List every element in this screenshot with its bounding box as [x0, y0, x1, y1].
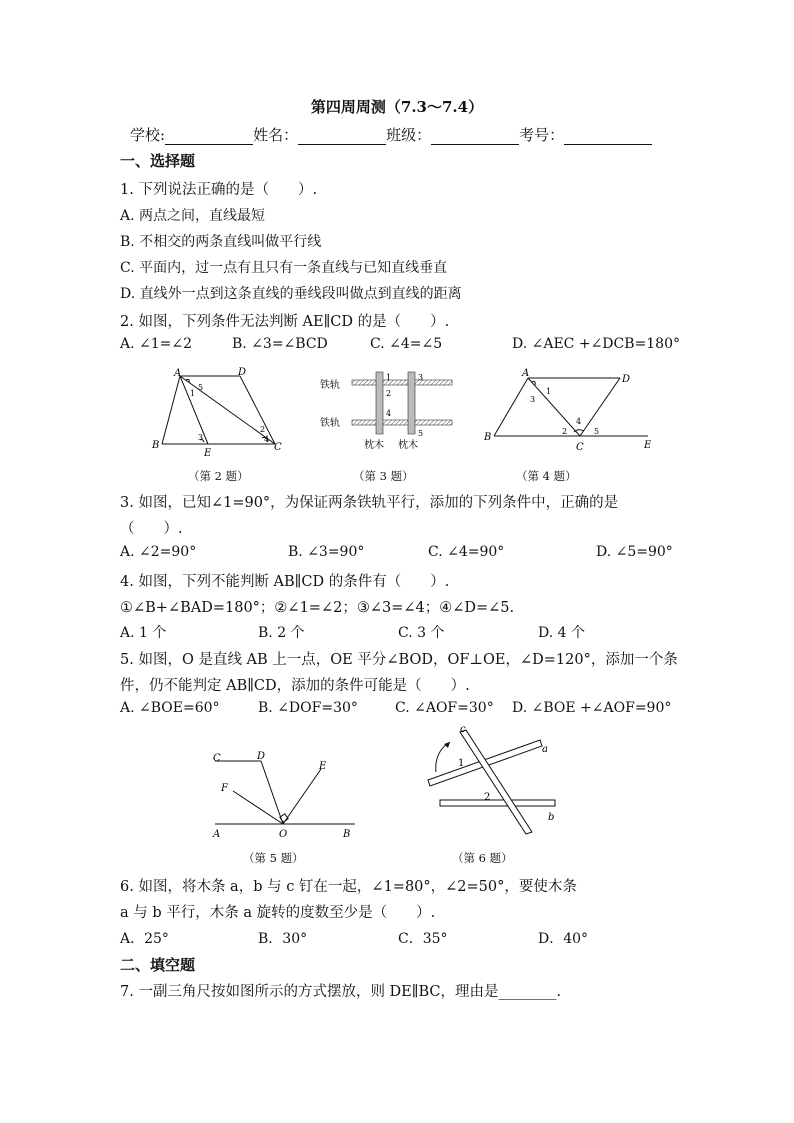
q5-option-a[interactable]: A. ∠BOE=60°	[120, 700, 220, 716]
class-blank[interactable]	[431, 128, 519, 145]
fig2-caption: （第 2 题）	[188, 469, 249, 483]
fig4-label-a: A	[522, 368, 530, 379]
q1-stem: 1. 下列说法正确的是（ ）.	[120, 182, 318, 198]
q2-option-d[interactable]: D. ∠AEC +∠DCB=180°	[512, 336, 680, 352]
q3-option-a[interactable]: A. ∠2=90°	[120, 544, 197, 560]
exam-no-label: 考号：	[519, 126, 565, 144]
q5-option-c[interactable]: C. ∠AOF=30°	[395, 700, 494, 716]
fig3-angle-1: 1	[386, 373, 392, 382]
q2-option-c[interactable]: C. ∠4=∠5	[370, 336, 443, 352]
q4-conditions: ①∠B+∠BAD=180°；②∠1=∠2；③∠3=∠4；④∠D=∠5.	[120, 600, 515, 616]
fig6-angle-2: 2	[484, 792, 491, 803]
q4-stem: 4. 如图，下列不能判断 AB∥CD 的条件有（ ）.	[120, 574, 450, 590]
fig4-angle-5: 5	[594, 427, 600, 436]
fig3-rail-top: 铁轨	[320, 380, 340, 391]
fig2-label-c: C	[274, 442, 282, 453]
fig6-label-b: b	[548, 812, 555, 823]
q5-stem-line1: 5. 如图，O 是直线 AB 上一点，OE 平分∠BOD，OF⊥OE，∠D=120°，添加一个条	[120, 652, 678, 668]
q6-option-d[interactable]: D．40°	[538, 931, 589, 947]
fig4-angle-1: 1	[546, 387, 552, 396]
fig3-caption: （第 3 题）	[353, 469, 414, 483]
fig4-label-b: B	[484, 432, 492, 443]
fig2-label-d: D	[238, 367, 247, 378]
fig4-label-c: C	[576, 442, 584, 453]
q1-option-d[interactable]: D. 直线外一点到这条直线的垂线段叫做点到直线的距离	[120, 286, 462, 302]
name-label: 姓名：	[253, 126, 299, 144]
fig3-angle-2: 2	[386, 389, 392, 398]
fig5-label-a: A	[213, 829, 221, 840]
q2-option-b[interactable]: B. ∠3=∠BCD	[232, 336, 328, 352]
fig2-angle-3: 3	[198, 433, 204, 442]
name-blank[interactable]	[298, 128, 386, 145]
fig2-angle-4: 4	[264, 435, 270, 444]
fig4-caption: （第 4 题）	[516, 469, 577, 483]
q2-option-a[interactable]: A. ∠1=∠2	[120, 336, 193, 352]
fig5-caption: （第 5 题）	[243, 851, 304, 865]
q1-option-a[interactable]: A. 两点之间，直线最短	[120, 208, 266, 224]
q3-option-b[interactable]: B. ∠3=90°	[288, 544, 365, 560]
q1-option-c[interactable]: C. 平面内，过一点有且只有一条直线与已知直线垂直	[120, 260, 448, 276]
fig5-label-d: D	[257, 751, 266, 762]
q2-stem: 2. 如图，下列条件无法判断 AE∥CD 的是（ ）.	[120, 314, 450, 330]
page-title: 第四周周测（7.3～7.4）	[310, 98, 484, 116]
fig2-label-e: E	[204, 448, 212, 459]
school-label: 学校:	[130, 126, 166, 144]
student-info-line	[130, 124, 652, 145]
q3-option-d[interactable]: D. ∠5=90°	[596, 544, 673, 560]
q6-option-a[interactable]: A．25°	[120, 931, 169, 947]
q4-option-d[interactable]: D. 4 个	[538, 625, 585, 641]
fig6-caption: （第 6 题）	[452, 851, 513, 865]
class-label: 班级：	[386, 126, 432, 144]
figure-4	[480, 366, 660, 460]
fig5-label-c: C	[213, 753, 221, 764]
fig3-sleeper-right: 枕木	[398, 440, 418, 451]
q6-stem-line1: 6. 如图，将木条 a，b 与 c 钉在一起，∠1=80°，∠2=50°，要使木条	[120, 879, 577, 895]
q1-option-b[interactable]: B. 不相交的两条直线叫做平行线	[120, 234, 322, 250]
exam-no-blank[interactable]	[564, 128, 652, 145]
fig2-angle-2: 2	[260, 425, 266, 434]
figure-2	[140, 366, 290, 460]
fig4-label-d: D	[622, 374, 631, 385]
q5-option-b[interactable]: B. ∠DOF=30°	[258, 700, 358, 716]
fig2-label-b: B	[152, 440, 160, 451]
fig3-angle-5: 5	[418, 429, 424, 438]
q4-option-a[interactable]: A. 1 个	[120, 625, 167, 641]
q5-stem-line2: 件，仍不能判定 AB∥CD，添加的条件可能是（ ）.	[120, 678, 470, 694]
q3-stem-line2: （ ）.	[120, 521, 183, 537]
fig5-label-e: E	[319, 761, 327, 772]
fig3-angle-4: 4	[386, 409, 392, 418]
section-choice-heading: 一、选择题	[120, 152, 196, 170]
q4-option-c[interactable]: C. 3 个	[398, 625, 445, 641]
fig5-label-f: F	[221, 783, 228, 794]
figure-6	[420, 722, 570, 840]
fig3-angle-3: 3	[418, 373, 424, 382]
fig4-angle-4: 4	[576, 417, 582, 426]
fig3-sleeper-left: 枕木	[364, 440, 384, 451]
fig4-label-e: E	[644, 440, 652, 451]
fig5-label-b: B	[343, 829, 351, 840]
q5-option-d[interactable]: D. ∠BOE +∠AOF=90°	[512, 700, 672, 716]
fig2-angle-5: 5	[198, 383, 204, 392]
fig4-angle-2: 2	[562, 427, 568, 436]
q6-stem-line2: a 与 b 平行，木条 a 旋转的度数至少是（ ）.	[120, 905, 436, 921]
fig6-label-c: c	[460, 724, 466, 735]
q3-option-c[interactable]: C. ∠4=90°	[428, 544, 505, 560]
school-blank[interactable]	[165, 128, 253, 145]
q6-option-c[interactable]: C．35°	[398, 931, 448, 947]
q6-option-b[interactable]: B．30°	[258, 931, 308, 947]
fig5-label-o: O	[279, 829, 288, 840]
fig6-label-a: a	[542, 744, 548, 755]
figure-3	[318, 366, 468, 460]
figure-5	[205, 745, 365, 841]
fig3-rail-bottom: 铁轨	[320, 418, 340, 429]
fig4-angle-3: 3	[530, 395, 536, 404]
fig2-label-a: A	[174, 368, 182, 379]
q4-option-b[interactable]: B. 2 个	[258, 625, 305, 641]
fig6-angle-1: 1	[458, 758, 465, 769]
q3-stem-line1: 3. 如图，已知∠1=90°，为保证两条铁轨平行，添加的下列条件中，正确的是	[120, 495, 619, 511]
section-fill-heading: 二、填空题	[120, 956, 196, 974]
fig2-angle-1: 1	[190, 389, 196, 398]
q7-stem: 7. 一副三角尺按如图所示的方式摆放，则 DE∥BC，理由是________.	[120, 984, 562, 1000]
